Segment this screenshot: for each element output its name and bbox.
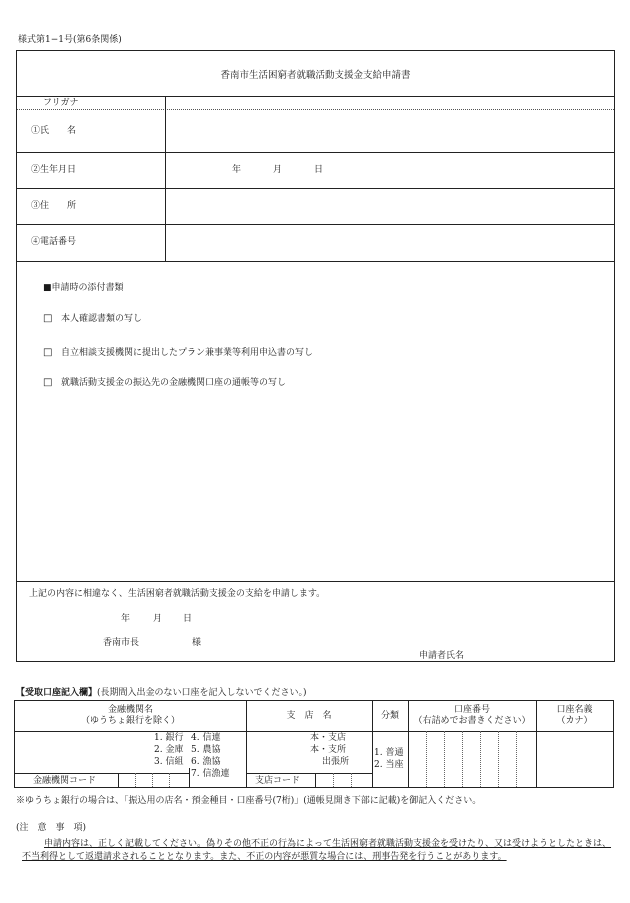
account-type-option[interactable]: 2. 当座 [374,760,404,770]
addressee: 香南市長 [103,638,140,648]
account-type-option[interactable]: 1. 普通 [374,748,404,758]
branch-type-option[interactable]: 本・支店 [310,733,347,743]
notes-body: 申請内容は、正しく記載してください。偽りその他不正の行為によって生活困窮者就職活動支援金を受けたり、又は受けようとしたときは、不当利得として返還請求されることとなります。また、不正の内容が悪質な場合には、刑事告発を行うことがあります。 [22,839,612,862]
checkbox-icon[interactable]: □ [43,313,53,324]
institution-type-option[interactable]: 3. 信組 [154,757,184,767]
furigana-label: フリガナ [43,98,79,108]
account-heading [16,689,307,698]
institution-type-option[interactable]: 6. 漁協 [191,757,221,767]
phone-field[interactable] [167,225,613,260]
declaration-month-unit: 月 [153,614,163,624]
institution-type-option[interactable]: 5. 農協 [191,745,221,755]
number-header: 口座番号 [453,705,490,715]
birthdate-label: ②生年月日 [31,165,77,175]
institution-code-field[interactable] [119,774,189,787]
phone-label: ④電話番号 [31,237,77,247]
branch-code-field[interactable] [316,774,372,787]
name-field[interactable] [167,110,613,151]
account-number-field[interactable] [409,732,536,787]
branch-header: 支 店 名 [286,711,332,721]
notes-heading: (注 意 事 項) [16,823,87,833]
holder-header: 口座名義 [556,705,593,715]
applicant-name-label: 申請者氏名 [419,651,465,661]
application-form [16,50,615,662]
birthdate-day-unit: 日 [314,165,324,175]
attachment-item-label: 自立相談支援機関に提出したプラン兼事業等利用申込書の写し [61,348,314,358]
name-label: ①氏 名 [31,126,77,136]
account-heading-note: (長期間入出金のない口座を記入しないでください。) [97,688,307,698]
account-heading-label: 【受取口座記入欄】 [16,688,98,698]
attachments-heading: ■申請時の添付書類 [43,283,124,293]
yucho-note: ※ゆうちょ銀行の場合は、「振込用の店名・預金種目・口座番号(7桁)」(通帳見開き下部に記載)を御記入ください。 [16,796,482,806]
account-holder-field[interactable] [537,732,613,787]
holder-subheader: （カナ） [556,716,593,726]
branch-code-label: 支店コード [255,776,301,786]
institution-type-option[interactable]: 7. 信漁連 [191,769,230,779]
institution-header: 金融機関名 [107,705,153,715]
branch-type-option[interactable]: 出張所 [322,757,350,767]
checkbox-icon[interactable]: □ [43,347,53,358]
honorific: 様 [192,638,202,648]
institution-subheader: （ゆうちょ銀行を除く） [80,716,180,726]
institution-type-option[interactable]: 1. 銀行 [154,733,184,743]
birthdate-field[interactable] [167,153,613,187]
attachment-item-label: 就職活動支援金の振込先の金融機関口座の通帳等の写し [61,378,287,388]
row-divider [17,581,614,582]
code-divider [189,768,190,787]
branch-type-option[interactable]: 本・支所 [310,745,347,755]
type-header: 分類 [380,711,399,721]
institution-type-option[interactable]: 2. 金庫 [154,745,184,755]
label-column-divider [165,96,166,261]
declaration-year-unit: 年 [121,614,131,624]
declaration-day-unit: 日 [183,614,193,624]
address-label: ③住 所 [31,201,77,211]
furigana-field[interactable] [167,97,613,108]
applicant-name-field[interactable] [477,647,613,661]
attachment-item-label: 本人確認書類の写し [61,314,143,324]
form-title: 香南市生活困窮者就職活動支援金支給申請書 [220,70,411,81]
row-divider [17,261,614,262]
institution-type-option[interactable]: 4. 信連 [191,733,221,743]
number-subheader: （右詰めでお書きください） [413,716,531,726]
institution-code-label: 金融機関コード [33,776,97,786]
address-field[interactable] [167,189,613,223]
birthdate-year-unit: 年 [232,165,242,175]
form-number: 様式第1−1号(第6条関係) [18,35,122,45]
birthdate-month-unit: 月 [273,165,283,175]
account-table [14,700,614,788]
checkbox-icon[interactable]: □ [43,377,53,388]
declaration-statement: 上記の内容に相違なく、生活困窮者就職活動支援金の支給を申請します。 [29,589,326,599]
